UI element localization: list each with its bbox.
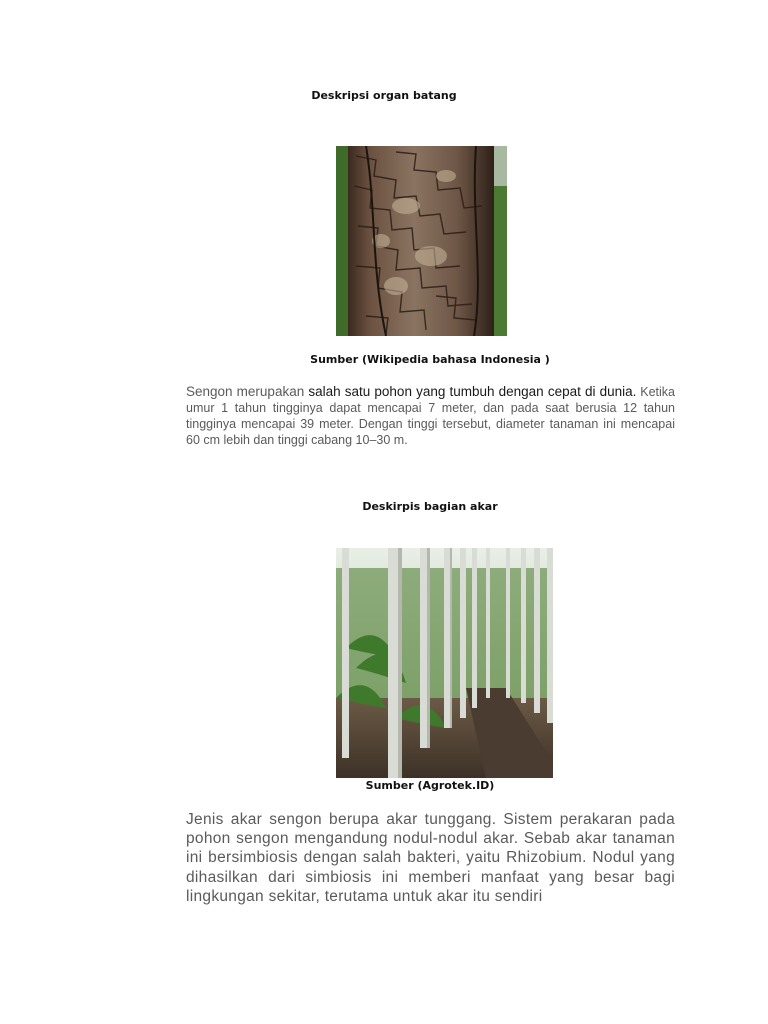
section-heading-akar: Deskirpis bagian akar (362, 500, 498, 513)
paragraph-part2: salah satu pohon yang tumbuh dengan cepat di dunia. (308, 384, 637, 399)
paragraph-part3: Ketika umur 1 tahun tingginya dapat mencapai 7 meter, dan pada saat berusia 12 tahun tingginya mencapai 39 meter. Dengan tinggi tersebut, diameter tanaman ini mencapai 60 cm lebih dan tinggi cabang 10–30 m. (186, 385, 675, 447)
akar-description: Jenis akar sengon berupa akar tunggang. Sistem perakaran pada pohon sengon mengandung nodul-nodul akar. Sebab akar tanaman ini bersimbiosis dengan salah bakteri, yaitu Rhizobium. Nodul yang dihasilkan dari simbiosis ini memberi manfaat yang besar bagi lingkungan sekitar, terutama untuk akar itu sendiri (186, 811, 675, 905)
section-heading-batang: Deskripsi organ batang (311, 89, 457, 102)
batang-description (186, 384, 675, 448)
source-caption-akar: Sumber (Agrotek.ID) (365, 779, 495, 792)
source-caption-batang: Sumber (Wikipedia bahasa Indonesia ) (310, 353, 550, 366)
paragraph-part1: Sengon merupakan (186, 384, 309, 399)
sengon-plantation-photo (336, 548, 553, 778)
tree-trunk-photo (336, 146, 507, 336)
